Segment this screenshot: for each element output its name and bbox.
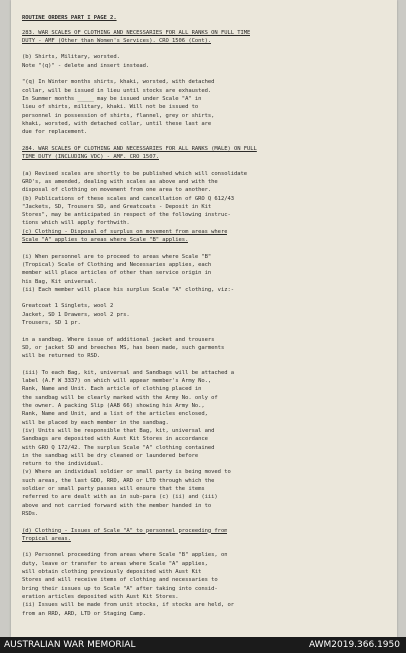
document-line: Sandbags are deposited with Aust Kit Stores in accordance bbox=[22, 436, 208, 443]
document-line: Greatcoat 1 Singlets, wool 2 bbox=[22, 303, 114, 310]
document-line: will obtain clothing previously deposited with Aust Kit bbox=[22, 569, 202, 575]
document-line: "(q) In Winter months shirts, khaki, worsted, with detached bbox=[22, 79, 215, 86]
document-line: SD, or jacket SD and breeches MS, has been made, such garments bbox=[22, 344, 225, 351]
document-line: Tropical areas. bbox=[22, 535, 71, 542]
document-line: Jacket, SD 1 Drawers, wool 2 prs. bbox=[22, 311, 130, 318]
document-line: In Summer months _____ may be issued under Scale "A" in bbox=[22, 95, 202, 102]
document-line: (v) Where an individual soldier or small party is being moved to bbox=[22, 469, 231, 476]
document-line: tions which will apply forthwith. bbox=[22, 220, 130, 227]
document-page bbox=[11, 0, 397, 637]
document-line: due for replacement. bbox=[22, 129, 88, 136]
document-line: such areas, the last GDD, RRD, ARD or LTD through which the bbox=[22, 477, 215, 484]
document-line: (Tropical) Scale of Clothing and Necessaries applies, each bbox=[22, 261, 212, 268]
document-line: referred to are dealt with as in sub-para (c) (ii) and (iii) bbox=[22, 494, 218, 501]
document-line: in the sandbag will be dry cleaned or laundered before bbox=[22, 452, 199, 459]
document-line: khaki, worsted, with detached collar, until these last are bbox=[22, 120, 212, 127]
document-line: label (A.F W 3337) on which will appear member's Army No., bbox=[22, 378, 212, 385]
document-line: (c) Clothing - Disposal of surplus on movement from areas where bbox=[22, 228, 228, 235]
document-line: disposal of clothing on movement from one area to another. bbox=[22, 187, 212, 194]
document-line: bring their issues up to Scale "A" after taking into consid- bbox=[22, 585, 218, 592]
page-header: ROUTINE ORDERS PART I PAGE 2. bbox=[22, 15, 117, 21]
typewritten-body bbox=[11, 0, 397, 637]
document-line: (b) Publications of these scales and cancellation of GRO Q 612/43 bbox=[22, 195, 234, 202]
document-line: GRO's, as amended, dealing with scales as above and with the bbox=[22, 178, 218, 185]
document-line: eration articles deposited with Aust Kit Stores. bbox=[22, 593, 179, 600]
document-line: his Bag, Kit universal. bbox=[22, 278, 98, 285]
document-line: collar, will be issued in lieu until stocks are exhausted. bbox=[22, 87, 212, 94]
footer-institution: AUSTRALIAN WAR MEMORIAL bbox=[4, 640, 136, 650]
footer-accession-number: AWM2019.366.1950 bbox=[308, 640, 400, 650]
document-line: (ii) Each member will place his surplus Scale "A" clothing, viz:- bbox=[22, 286, 234, 293]
document-line: with GRO Q 172/42. The surplus Scale "A" clothing contained bbox=[22, 444, 215, 451]
document-line: personnel in possession of shirts, flannel, grey or shirts, bbox=[22, 112, 215, 119]
document-line: (ii) Issues will be made from unit stocks, if stocks are held, or bbox=[22, 602, 234, 609]
document-line: (i) When personnel are to proceed to areas where Scale "B" bbox=[22, 253, 212, 260]
document-line: the owner. A packing Slip (AAB 66) showing his Army No., bbox=[22, 403, 205, 409]
document-line: in a sandbag. Where issue of additional jacket and trousers bbox=[22, 336, 215, 343]
document-line: duty, leave or transfer to areas where Scale "A" applies, bbox=[22, 560, 208, 567]
document-line: (iii) To each Bag, kit, universal and Sandbags will be attached a bbox=[22, 369, 234, 376]
document-line: member will place articles of other than service origin in bbox=[22, 270, 212, 277]
document-line: RSDs. bbox=[22, 510, 39, 517]
document-line: (i) Personnel proceeding from areas where Scale "B" applies, on bbox=[22, 552, 228, 559]
document-line: (b) Shirts, Military, worsted. bbox=[22, 54, 120, 61]
document-line: Note "(q)" - delete and insert instead. bbox=[22, 62, 150, 69]
document-line: TIME DUTY (INCLUDING VDC) - AMF. CRO 1507. bbox=[22, 154, 159, 160]
document-line: Rank, Name and Unit. Each article of clothing placed in bbox=[22, 386, 202, 393]
document-line: above and not carried forward with the member handed in to bbox=[22, 502, 212, 509]
document-line: Stores and will receive items of clothing and necessaries to bbox=[22, 577, 218, 584]
document-line: Scale "A" applies to areas where Scale "B" applies. bbox=[22, 237, 189, 243]
document-line: DUTY - AMF (Other than Women's Services). CRO 1506 (Cont). bbox=[22, 37, 212, 44]
document-line: 284. WAR SCALES OF CLOTHING AND NECESSARIES FOR ALL RANKS (MALE) ON FULL bbox=[22, 145, 257, 152]
document-line: Rank, Name and Unit, and a list of the articles enclosed, bbox=[22, 411, 208, 418]
document-line: will be placed by each member in the sandbag. bbox=[22, 419, 169, 426]
document-line: Trousers, SD 1 pr. bbox=[22, 320, 81, 326]
document-line: from an RRD, ARD, LTD or Staging Camp. bbox=[22, 610, 146, 617]
document-line: will be returned to RSD. bbox=[22, 353, 101, 360]
document-line: soldier or small party passes will ensure that the items bbox=[22, 486, 205, 492]
document-line: (d) Clothing - Issues of Scale "A" to personnel proceeding from bbox=[22, 527, 228, 534]
footer-bar bbox=[0, 637, 406, 653]
document-line: the sandbag will be clearly marked with the Army No. only of bbox=[22, 394, 218, 401]
document-line: lieu of shirts, military, khaki. Will not be issued to bbox=[22, 104, 199, 111]
document-line: Stores", may be anticipated in respect of the following instruc- bbox=[22, 212, 231, 219]
document-line: return to the individual. bbox=[22, 461, 104, 468]
document-line: 283. WAR SCALES OF CLOTHING AND NECESSARIES FOR ALL RANKS ON FULL TIME bbox=[22, 29, 251, 36]
document-line: "Jackets, SD, Trousers SD, and Greatcoats - Deposit in Kit bbox=[22, 203, 212, 210]
document-line: (iv) Units will be responsible that Bag, kit, universal and bbox=[22, 427, 215, 434]
document-line: (a) Revised scales are shortly to be published which will consolidate bbox=[22, 170, 248, 177]
